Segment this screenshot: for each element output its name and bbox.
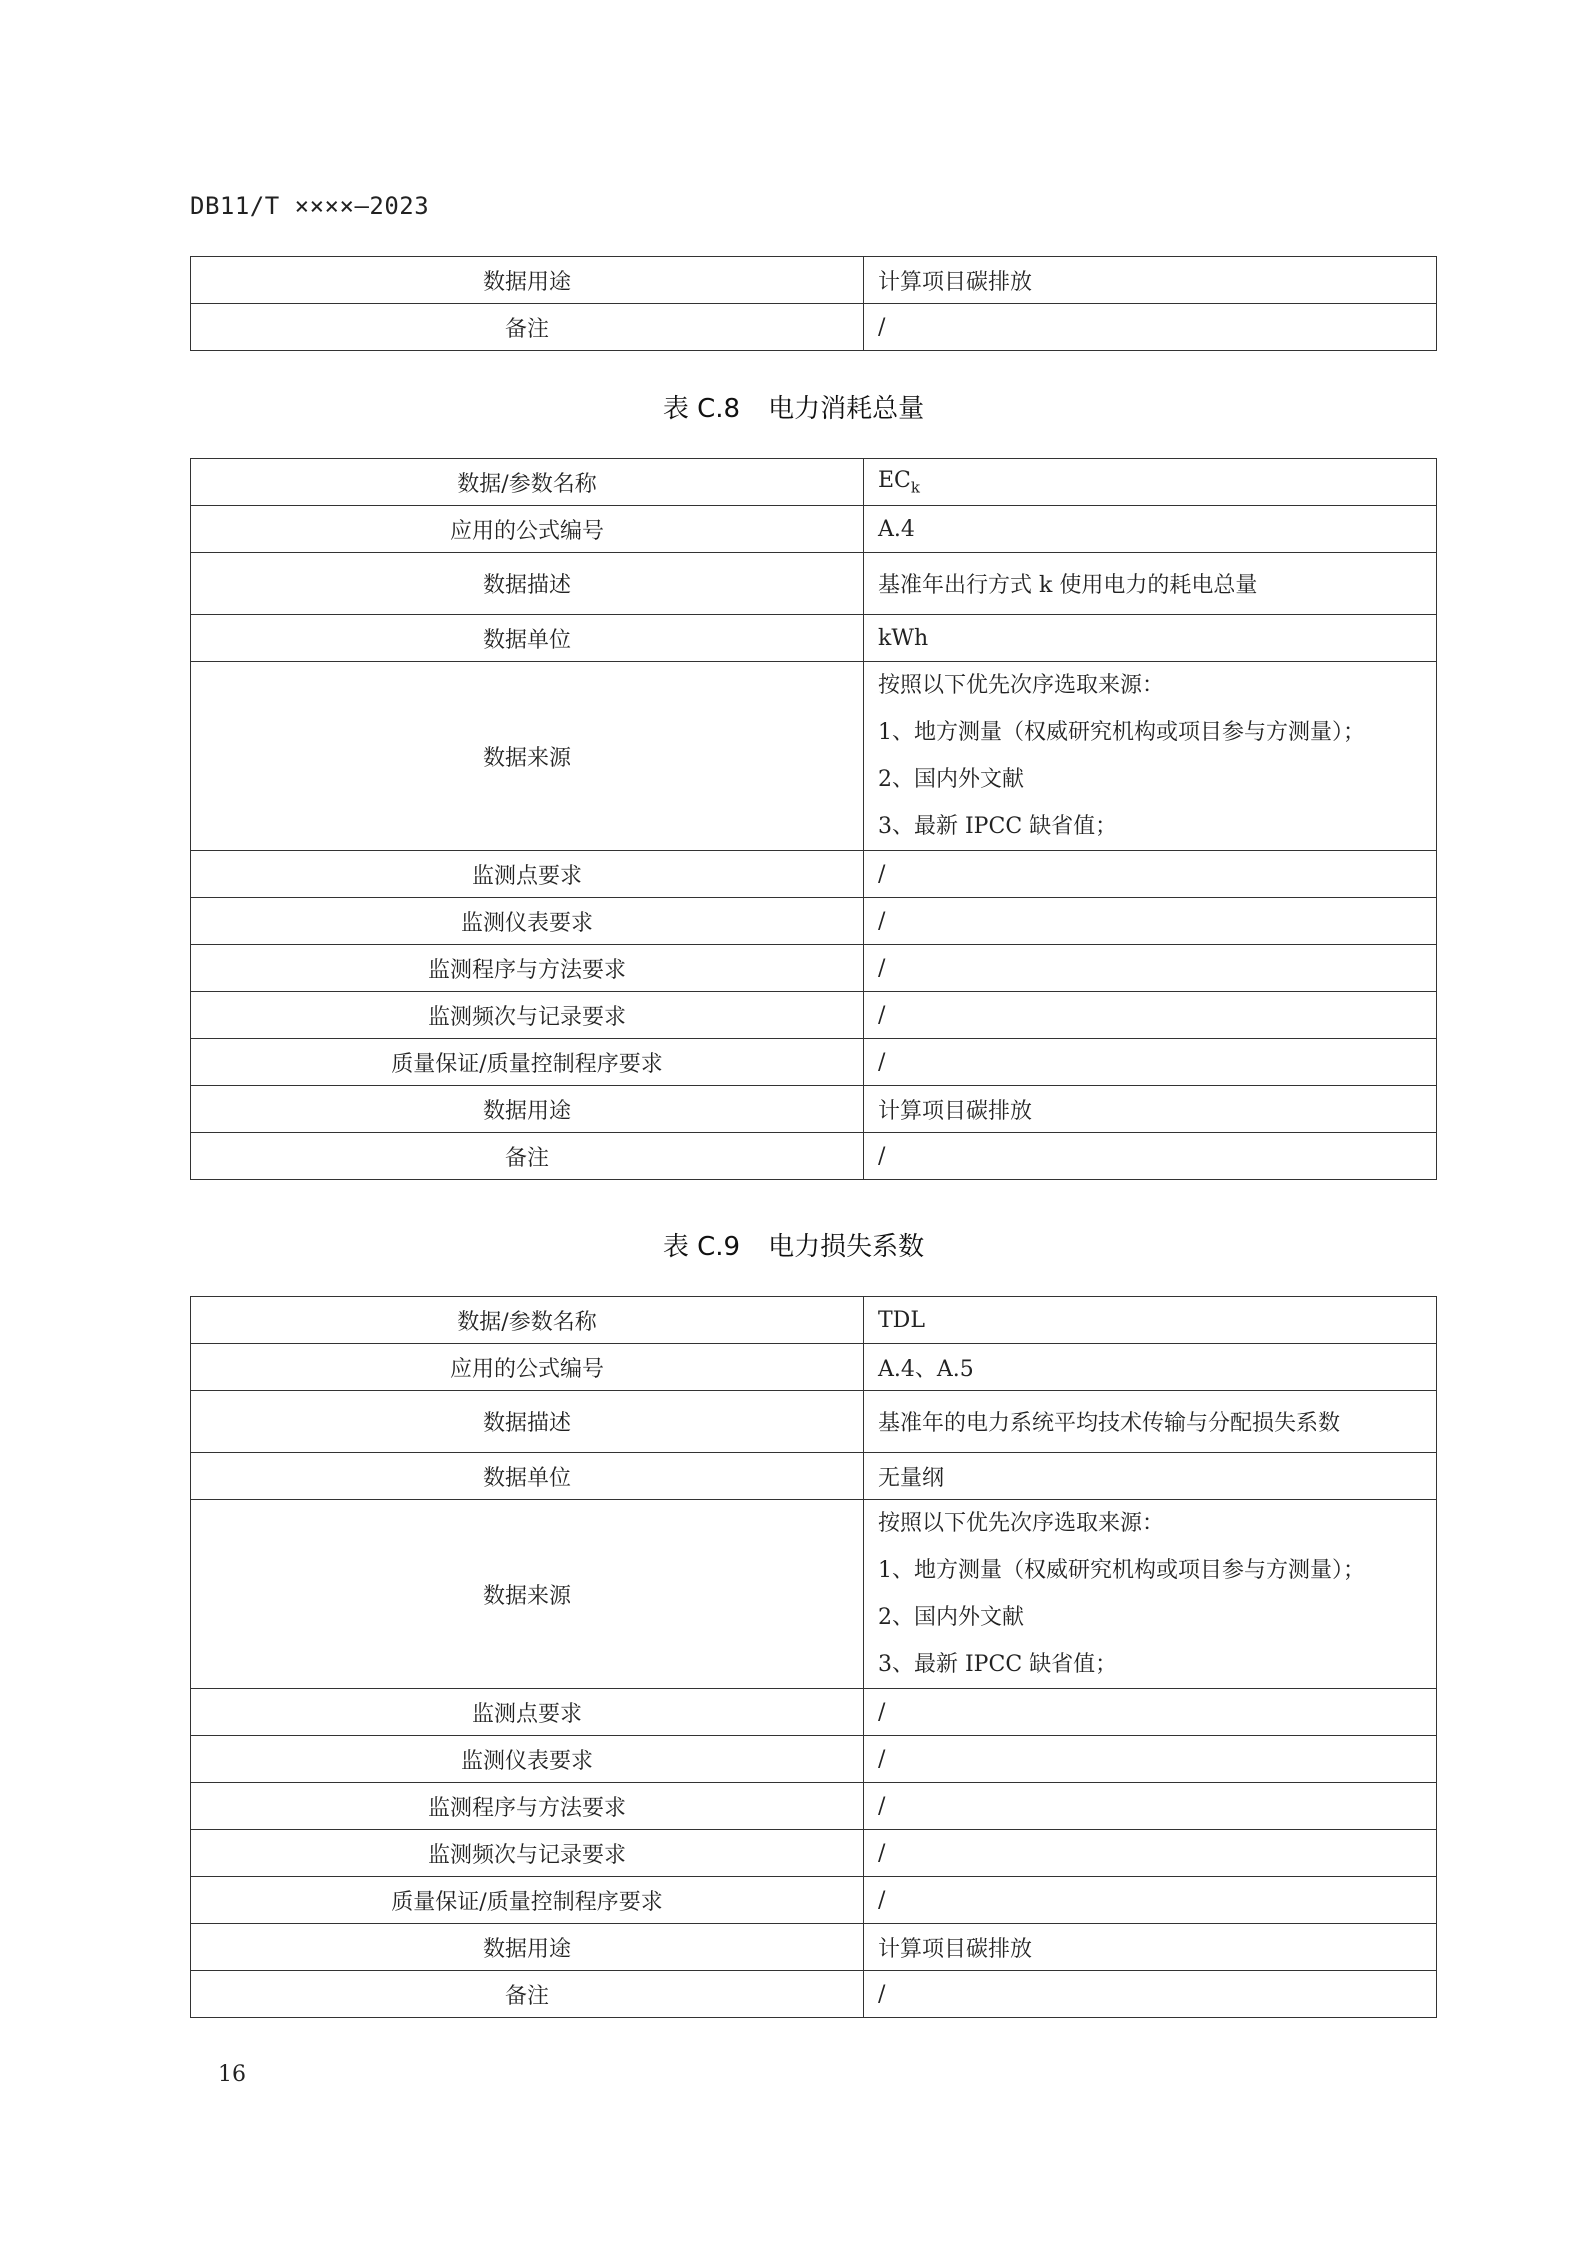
row-key: 监测点要求 <box>191 851 864 898</box>
row-key: 数据/参数名称 <box>191 459 864 506</box>
table-row <box>191 1039 1437 1086</box>
table-row <box>191 1453 1437 1500</box>
row-key: 数据来源 <box>191 1500 864 1689</box>
caption-number: 表 C.9 <box>662 1232 741 1262</box>
source-line: 1、地方测量（权威研究机构或项目参与方测量）； <box>878 1558 1365 1583</box>
table-row <box>191 1736 1437 1783</box>
row-value: / <box>864 304 1437 351</box>
table-row <box>191 1783 1437 1830</box>
row-key: 数据来源 <box>191 662 864 851</box>
table-row <box>191 851 1437 898</box>
source-line: 1、地方测量（权威研究机构或项目参与方测量）； <box>878 720 1365 745</box>
row-key: 监测仪表要求 <box>191 898 864 945</box>
row-key: 监测点要求 <box>191 1689 864 1736</box>
table-row <box>191 945 1437 992</box>
row-key: 数据单位 <box>191 1453 864 1500</box>
table-row <box>191 553 1437 615</box>
row-value: 无量纲 <box>864 1453 1437 1500</box>
source-line: 2、国内外文献 <box>878 1605 1024 1630</box>
caption-number: 表 C.8 <box>662 394 741 424</box>
row-key: 数据描述 <box>191 1391 864 1453</box>
row-value: / <box>864 1039 1437 1086</box>
table-row <box>191 1971 1437 2018</box>
row-value: / <box>864 1689 1437 1736</box>
table-c8 <box>190 458 1437 1180</box>
row-value: 计算项目碳排放 <box>864 1924 1437 1971</box>
row-key: 应用的公式编号 <box>191 506 864 553</box>
caption-title: 电力损失系数 <box>768 1232 925 1262</box>
row-key: 质量保证/质量控制程序要求 <box>191 1039 864 1086</box>
row-key: 监测仪表要求 <box>191 1736 864 1783</box>
table-row <box>191 257 1437 304</box>
document-header: DB11/T ××××—2023 <box>190 192 430 220</box>
table-row <box>191 1133 1437 1180</box>
row-value: / <box>864 1971 1437 2018</box>
row-value: 基准年出行方式 k 使用电力的耗电总量 <box>864 553 1437 615</box>
row-key: 数据用途 <box>191 1924 864 1971</box>
table-row <box>191 1086 1437 1133</box>
source-line: 按照以下优先次序选取来源： <box>878 673 1165 698</box>
table-row <box>191 615 1437 662</box>
table-c8-caption <box>0 388 1587 425</box>
row-key: 数据描述 <box>191 553 864 615</box>
row-value: kWh <box>864 615 1437 662</box>
row-value <box>864 459 1437 506</box>
source-line: 3、最新 IPCC 缺省值； <box>878 1652 1118 1677</box>
row-value: / <box>864 1830 1437 1877</box>
row-key: 应用的公式编号 <box>191 1344 864 1391</box>
table-row <box>191 1344 1437 1391</box>
table-row <box>191 662 1437 851</box>
row-value: / <box>864 1133 1437 1180</box>
row-value: / <box>864 945 1437 992</box>
table-row <box>191 1877 1437 1924</box>
row-value: / <box>864 898 1437 945</box>
row-value: A.4 <box>864 506 1437 553</box>
row-key: 备注 <box>191 1971 864 2018</box>
row-value: / <box>864 1877 1437 1924</box>
source-line: 3、最新 IPCC 缺省值； <box>878 814 1118 839</box>
row-value: / <box>864 1783 1437 1830</box>
row-value: / <box>864 1736 1437 1783</box>
row-value: 计算项目碳排放 <box>864 1086 1437 1133</box>
continued-table <box>190 256 1437 351</box>
row-value: TDL <box>864 1297 1437 1344</box>
source-list <box>864 1500 1437 1689</box>
source-list <box>864 662 1437 851</box>
row-key: 监测程序与方法要求 <box>191 945 864 992</box>
row-key: 质量保证/质量控制程序要求 <box>191 1877 864 1924</box>
param-subscript: k <box>910 478 920 497</box>
table-row <box>191 1500 1437 1689</box>
table-row <box>191 1689 1437 1736</box>
row-value: 计算项目碳排放 <box>864 257 1437 304</box>
table-row <box>191 898 1437 945</box>
source-line: 2、国内外文献 <box>878 767 1024 792</box>
source-line: 按照以下优先次序选取来源： <box>878 1511 1165 1536</box>
row-key: 监测程序与方法要求 <box>191 1783 864 1830</box>
table-row <box>191 1297 1437 1344</box>
page-number: 16 <box>218 2062 246 2087</box>
table-row <box>191 506 1437 553</box>
row-key: 备注 <box>191 1133 864 1180</box>
table-row <box>191 992 1437 1039</box>
table-row <box>191 304 1437 351</box>
row-value: 基准年的电力系统平均技术传输与分配损失系数 <box>864 1391 1437 1453</box>
caption-title: 电力消耗总量 <box>768 394 925 424</box>
table-row <box>191 1924 1437 1971</box>
table-c9-caption <box>0 1226 1587 1263</box>
row-key: 监测频次与记录要求 <box>191 992 864 1039</box>
row-key: 数据用途 <box>191 257 864 304</box>
row-value: / <box>864 992 1437 1039</box>
table-row <box>191 1830 1437 1877</box>
row-key: 数据单位 <box>191 615 864 662</box>
param-symbol: EC <box>878 467 911 493</box>
row-value: / <box>864 851 1437 898</box>
table-row <box>191 1391 1437 1453</box>
row-key: 数据/参数名称 <box>191 1297 864 1344</box>
row-key: 备注 <box>191 304 864 351</box>
table-c9 <box>190 1296 1437 2018</box>
row-value: A.4、A.5 <box>864 1344 1437 1391</box>
row-key: 监测频次与记录要求 <box>191 1830 864 1877</box>
table-row <box>191 459 1437 506</box>
row-key: 数据用途 <box>191 1086 864 1133</box>
